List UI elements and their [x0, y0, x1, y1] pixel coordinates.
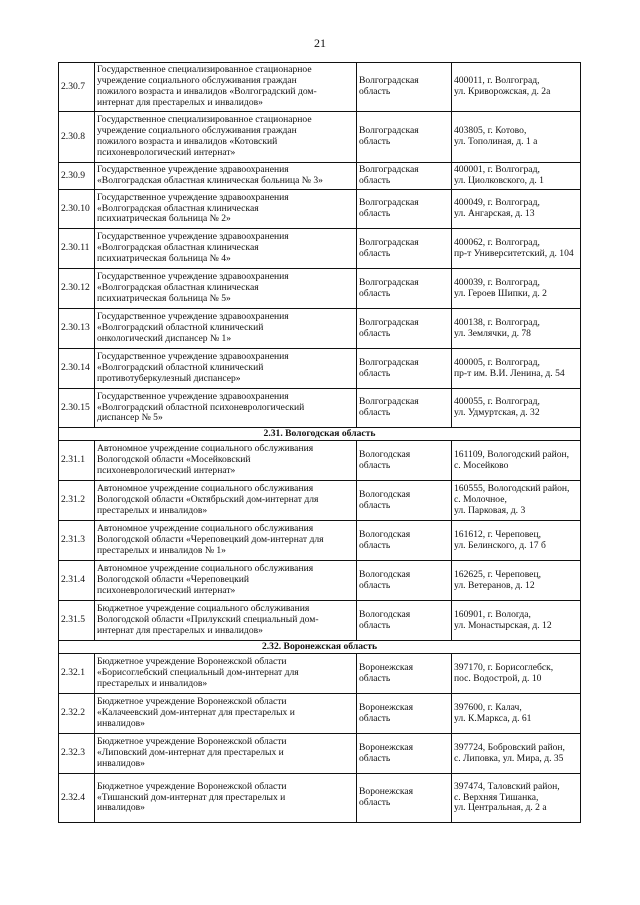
institution-name-line: интернат для престарелых и инвалидов» — [97, 624, 263, 636]
region — [357, 190, 452, 229]
institution-name — [95, 112, 357, 163]
institution-name-line: «Калачеевский дом-интернат для престарелых и — [97, 707, 295, 719]
address — [452, 190, 581, 229]
institution-name-line: пожилого возраста и инвалидов «Волгоградский дом- — [97, 86, 317, 97]
address-line: ул. Ангарская, д. 13 — [454, 208, 535, 219]
region-line: область — [359, 752, 391, 764]
item-number: 2.30.9 — [59, 163, 95, 190]
institution-name-line: «Волгоградская областная клиническая больница № 3» — [97, 175, 323, 186]
institution-name-line: психиатрическая больница № 5» — [97, 292, 231, 304]
address — [452, 521, 581, 561]
address-line: ул. Циолковского, д. 1 — [454, 175, 544, 186]
institution-name-line: психоневрологический интернат» — [97, 146, 236, 158]
institution-name-line: Вологодской области «Мосейковский — [97, 454, 251, 466]
institution-name-line: престарелых и инвалидов № 1» — [97, 544, 226, 556]
region-line: область — [359, 136, 391, 147]
address — [452, 309, 581, 349]
region-line: Вологодская — [359, 488, 411, 500]
address — [452, 441, 581, 481]
institution-name-line: психоневрологический интернат» — [97, 464, 236, 476]
item-number: 2.30.13 — [59, 309, 95, 349]
address — [452, 112, 581, 163]
region-line: область — [359, 247, 391, 259]
institution-name-line: пожилого возраста и инвалидов «Котовский — [97, 136, 278, 147]
institution-name-line: Автономное учреждение социального обслуживания — [97, 443, 314, 455]
address — [452, 63, 581, 112]
address-line: 160901, г. Вологда, — [454, 608, 531, 620]
region-line: Волгоградская — [359, 75, 419, 87]
institution-name-line: престарелых и инвалидов» — [97, 677, 208, 689]
address-line: ул. К.Маркса, д. 61 — [454, 712, 532, 724]
region — [357, 441, 452, 481]
institution-name-line: Государственное специализированное стационарное — [97, 64, 312, 76]
institution-name-line: психоневрологический интернат» — [97, 584, 236, 596]
table-row — [59, 481, 581, 521]
table-row — [59, 190, 581, 229]
address-line: 162625, г. Череповец, — [454, 568, 541, 580]
address-line: с. Мосейково — [454, 459, 509, 471]
institution-name-line: Автономное учреждение социального обслуживания — [97, 523, 314, 535]
item-number: 2.30.14 — [59, 349, 95, 389]
region — [357, 561, 452, 601]
institution-name-line: инвалидов» — [97, 757, 145, 769]
address — [452, 269, 581, 309]
address-line: 397170, г. Борисоглебск, — [454, 661, 554, 673]
institution-name-line: Государственное учреждение здравоохранения — [97, 231, 289, 243]
region-line: область — [359, 579, 391, 591]
region-line: Волгоградская — [359, 236, 419, 248]
address-line: с. Молочное, — [454, 494, 507, 506]
institution-name-line: противотуберкулезный диспансер» — [97, 372, 241, 384]
address — [452, 481, 581, 521]
region — [357, 774, 452, 823]
region-line: Волгоградская — [359, 316, 419, 328]
address-line: 403805, г. Котово, — [454, 125, 527, 137]
institution-name-line: учреждение социального обслуживания граждан — [97, 125, 297, 137]
address-line: 400039, г. Волгоград, — [454, 276, 540, 288]
table-body — [59, 63, 581, 823]
address — [452, 389, 581, 428]
address-line: с. Верхняя Тишанка, — [454, 791, 539, 803]
address-line: ул. Центральная, д. 2 а — [454, 802, 547, 814]
region-line: Волгоградская — [359, 125, 419, 137]
address-line: 400138, г. Волгоград, — [454, 316, 540, 328]
institution-name-line: «Липовский дом-интернат для престарелых и — [97, 747, 284, 759]
institution-name-line: Государственное учреждение здравоохранения — [97, 390, 289, 402]
address-line: пр-т им. В.И. Ленина, д. 54 — [454, 367, 565, 379]
region-line: Вологодская — [359, 568, 411, 580]
address — [452, 163, 581, 190]
region — [357, 163, 452, 190]
address — [452, 694, 581, 734]
institution-name-line: Государственное учреждение здравоохранения — [97, 271, 289, 283]
table-row — [59, 441, 581, 481]
region — [357, 601, 452, 641]
institution-name — [95, 163, 357, 190]
institution-name — [95, 521, 357, 561]
address — [452, 774, 581, 823]
address-line: ул. Монастырская, д. 12 — [454, 619, 552, 631]
institution-name-line: Государственное учреждение здравоохранения — [97, 311, 289, 323]
address-line: 161109, Вологодский район, — [454, 448, 570, 460]
address-line: ул. Тополиная, д. 1 а — [454, 136, 538, 147]
table-row — [59, 112, 581, 163]
institution-name-line: Вологодской области «Череповецкий — [97, 574, 250, 586]
address-line: 400049, г. Волгоград, — [454, 197, 540, 209]
institution-name-line: психиатрическая больница № 2» — [97, 213, 231, 225]
institution-name-line: Бюджетное учреждение Воронежской области — [97, 780, 287, 792]
institution-name — [95, 774, 357, 823]
address-line: ул. Удмуртская, д. 32 — [454, 407, 540, 418]
institution-name-line: онкологический диспансер № 1» — [97, 332, 232, 344]
institution-name-line: «Волгоградский областной психоневрологический — [97, 401, 305, 413]
region-line: Вологодская — [359, 448, 411, 460]
institution-name-line: инвалидов» — [97, 802, 145, 814]
table-row — [59, 694, 581, 734]
institution-name-line: Вологодской области «Череповецкий дом-интернат для — [97, 534, 324, 546]
item-number: 2.31.3 — [59, 521, 95, 561]
institution-name-line: диспансер № 5» — [97, 412, 163, 424]
region — [357, 734, 452, 774]
address-line: 397474, Таловский район, — [454, 780, 560, 792]
region-line: Волгоградская — [359, 396, 419, 408]
address-line: 400011, г. Волгоград, — [454, 75, 540, 87]
address — [452, 734, 581, 774]
table-row — [59, 163, 581, 190]
item-number: 2.31.5 — [59, 601, 95, 641]
address-line: ул. Героев Шипки, д. 2 — [454, 287, 547, 299]
address-line: ул. Белинского, д. 17 б — [454, 539, 546, 551]
region — [357, 694, 452, 734]
institution-name-line: престарелых и инвалидов» — [97, 504, 208, 516]
institution-name — [95, 694, 357, 734]
item-number: 2.32.4 — [59, 774, 95, 823]
table-row — [59, 734, 581, 774]
institution-name-line: «Волгоградский областной клинический — [97, 362, 264, 374]
section-header-row — [59, 641, 581, 654]
region-line: Волгоградская — [359, 164, 419, 176]
address-line: ул. Землячки, д. 78 — [454, 327, 531, 339]
region — [357, 389, 452, 428]
address-line: пос. Водострой, д. 10 — [454, 672, 542, 684]
section-title: 2.31. Вологодская область — [59, 428, 581, 441]
region-line: Воронежская — [359, 741, 414, 753]
address-line: 160555, Вологодский район, — [454, 483, 570, 495]
institution-name — [95, 734, 357, 774]
item-number: 2.32.2 — [59, 694, 95, 734]
institution-name-line: Бюджетное учреждение Воронежской области — [97, 736, 287, 748]
table-row — [59, 601, 581, 641]
address-line: 397724, Бобровский район, — [454, 741, 565, 753]
region-line: область — [359, 367, 391, 379]
region — [357, 229, 452, 269]
region-line: Волгоградская — [359, 276, 419, 288]
institution-name-line: Вологодской области «Прилукский специальный дом- — [97, 614, 319, 626]
institution-name — [95, 601, 357, 641]
institution-name-line: Государственное учреждение здравоохранения — [97, 351, 289, 363]
page-number: 21 — [314, 36, 326, 50]
address-line: 161612, г. Череповец, — [454, 528, 541, 540]
address-line: 397600, г. Калач, — [454, 701, 522, 713]
region-line: область — [359, 619, 391, 631]
region — [357, 63, 452, 112]
address-line: с. Липовка, ул. Мира, д. 35 — [454, 752, 564, 764]
institution-name-line: Автономное учреждение социального обслуживания — [97, 563, 314, 575]
table-row — [59, 654, 581, 694]
item-number: 2.30.12 — [59, 269, 95, 309]
institution-name-line: психиатрическая больница № 4» — [97, 252, 231, 264]
address-line: пр-т Университетский, д. 104 — [454, 247, 574, 259]
region-line: Волгоградская — [359, 356, 419, 368]
institutions-table — [58, 62, 581, 823]
address-line: 400001, г. Волгоград, — [454, 164, 540, 176]
region-line: область — [359, 712, 391, 724]
address-line: 400005, г. Волгоград, — [454, 356, 540, 368]
institution-name — [95, 309, 357, 349]
institution-name-line: инвалидов» — [97, 717, 145, 729]
institution-name — [95, 481, 357, 521]
region — [357, 269, 452, 309]
region-line: область — [359, 539, 391, 551]
region-line: область — [359, 208, 391, 219]
institution-name — [95, 269, 357, 309]
address-line: 400055, г. Волгоград, — [454, 396, 540, 408]
institution-name — [95, 654, 357, 694]
table-row — [59, 63, 581, 112]
institution-name-line: интернат для престарелых и инвалидов» — [97, 96, 263, 108]
institution-name-line: Вологодской области «Октябрьский дом-интернат для — [97, 494, 319, 506]
address — [452, 561, 581, 601]
institution-name-line: Государственное специализированное стационарное — [97, 114, 312, 126]
region-line: область — [359, 407, 391, 418]
region-line: область — [359, 672, 391, 684]
item-number: 2.30.11 — [59, 229, 95, 269]
table-row — [59, 309, 581, 349]
institution-name-line: «Волгоградский областной клинический — [97, 322, 264, 334]
region-line: область — [359, 327, 391, 339]
institution-name-line: Бюджетное учреждение Воронежской области — [97, 696, 287, 708]
address — [452, 229, 581, 269]
institution-name — [95, 63, 357, 112]
table-row — [59, 561, 581, 601]
region-line: Вологодская — [359, 528, 411, 540]
institution-name — [95, 229, 357, 269]
institution-name-line: «Тишанский дом-интернат для престарелых и — [97, 791, 286, 803]
region-line: Воронежская — [359, 661, 414, 673]
address — [452, 349, 581, 389]
address — [452, 601, 581, 641]
item-number: 2.30.8 — [59, 112, 95, 163]
table-row — [59, 521, 581, 561]
address-line: ул. Ветеранов, д. 12 — [454, 579, 535, 591]
region-line: Воронежская — [359, 701, 414, 713]
region — [357, 654, 452, 694]
region-line: Воронежская — [359, 786, 414, 798]
region-line: область — [359, 86, 391, 97]
section-title: 2.32. Воронежская область — [59, 641, 581, 654]
region-line: область — [359, 797, 391, 808]
item-number: 2.31.1 — [59, 441, 95, 481]
region — [357, 349, 452, 389]
item-number: 2.32.1 — [59, 654, 95, 694]
region-line: область — [359, 175, 391, 186]
region-line: область — [359, 459, 391, 471]
institution-name — [95, 349, 357, 389]
item-number: 2.31.2 — [59, 481, 95, 521]
region — [357, 309, 452, 349]
table-row — [59, 389, 581, 428]
institution-name — [95, 389, 357, 428]
section-header-row — [59, 428, 581, 441]
region — [357, 521, 452, 561]
table-row — [59, 269, 581, 309]
address-line: ул. Криворожская, д. 2а — [454, 86, 551, 97]
institution-name-line: «Волгоградская областная клиническая — [97, 282, 259, 294]
table-row — [59, 774, 581, 823]
region — [357, 112, 452, 163]
institution-name-line: «Волгоградская областная клиническая — [97, 242, 259, 254]
item-number: 2.30.7 — [59, 63, 95, 112]
item-number: 2.31.4 — [59, 561, 95, 601]
institution-name-line: учреждение социального обслуживания граждан — [97, 75, 297, 87]
institution-name-line: Государственное учреждение здравоохранения — [97, 191, 289, 203]
item-number: 2.30.10 — [59, 190, 95, 229]
institution-name-line: Бюджетное учреждение социального обслуживания — [97, 603, 310, 615]
region-line: область — [359, 287, 391, 299]
region — [357, 481, 452, 521]
table-row — [59, 229, 581, 269]
region-line: Волгоградская — [359, 197, 419, 209]
institution-name-line: Бюджетное учреждение Воронежской области — [97, 656, 287, 668]
region-line: Вологодская — [359, 608, 411, 620]
institution-name-line: «Борисоглебский специальный дом-интернат для — [97, 667, 299, 679]
institution-name-line: Автономное учреждение социального обслуживания — [97, 483, 314, 495]
item-number: 2.30.15 — [59, 389, 95, 428]
table-row — [59, 349, 581, 389]
institution-name — [95, 190, 357, 229]
institution-name — [95, 561, 357, 601]
address — [452, 654, 581, 694]
institution-name-line: «Волгоградская областная клиническая — [97, 202, 259, 214]
institution-name — [95, 441, 357, 481]
item-number: 2.32.3 — [59, 734, 95, 774]
address-line: 400062, г. Волгоград, — [454, 236, 540, 248]
institution-name-line: Государственное учреждение здравоохранения — [97, 164, 289, 176]
address-line: ул. Парковая, д. 3 — [454, 504, 526, 516]
region-line: область — [359, 499, 391, 511]
